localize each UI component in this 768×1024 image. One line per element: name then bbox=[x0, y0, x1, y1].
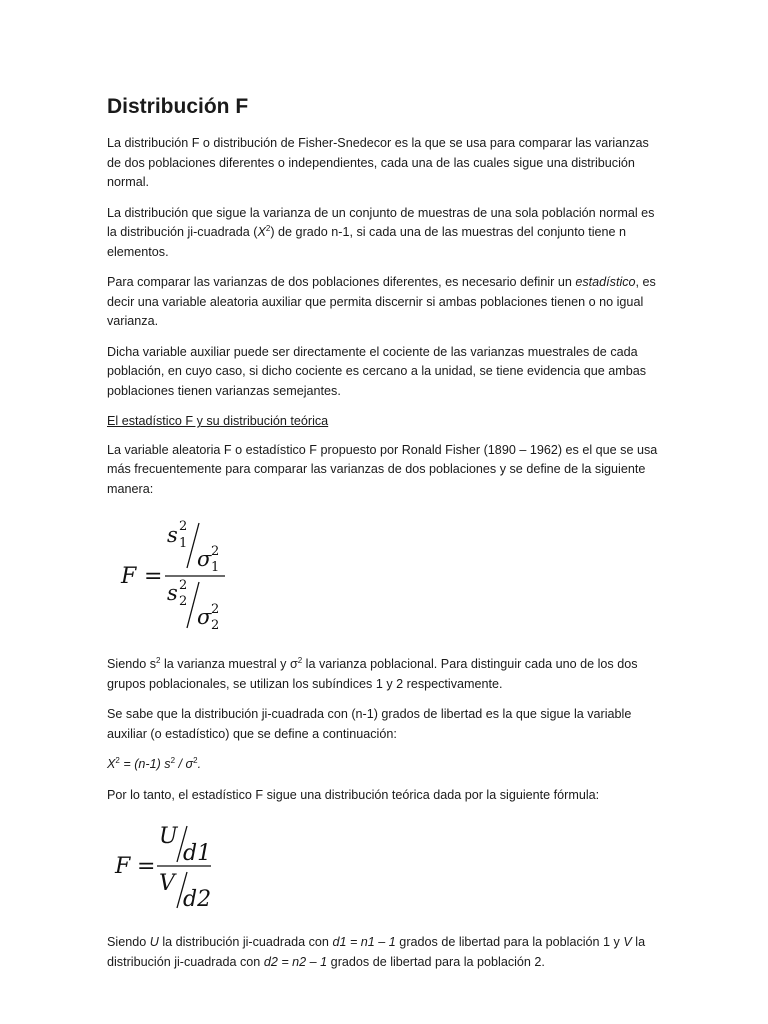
formula2-equals: = bbox=[137, 854, 156, 880]
chi-symbol: X bbox=[257, 225, 266, 240]
num-sup: 2 bbox=[179, 519, 188, 535]
formula2-lhs: F bbox=[115, 854, 131, 880]
num-den-sup: 2 bbox=[211, 544, 220, 560]
text: grados de libertad para la población 1 y bbox=[395, 935, 624, 950]
den-den-sub: 2 bbox=[211, 618, 220, 634]
chi-eq-b: = (n-1) s bbox=[119, 757, 171, 772]
chi-eq-a: X bbox=[107, 757, 116, 772]
paragraph-siendo-u bbox=[107, 933, 659, 972]
paragraph-por-lo-tanto: Por lo tanto, el estadístico F sigue una distribución teórica dada por la siguiente fórmula: bbox=[107, 787, 600, 802]
chi-eq-c: / σ bbox=[175, 757, 194, 772]
paragraph-fisher: La variable aleatoria F o estadístico F propuesto por Ronald Fisher (1890 – 1962) es el que se usa más frecuentemente para comparar las varianzas de dos poblaciones y se define de la siguiente manera: bbox=[107, 442, 658, 496]
formula-lhs: F bbox=[121, 564, 137, 590]
paragraph-siendo-s bbox=[107, 655, 659, 694]
chi-equation bbox=[107, 755, 659, 775]
paragraph-chi-square bbox=[107, 204, 659, 263]
text: , es decir una variable aleatoria auxiliar que permita discernir si ambas poblaciones tienen o no igual varianza. bbox=[107, 275, 656, 329]
superscript: 2 bbox=[297, 656, 303, 666]
num-sub: 1 bbox=[179, 536, 188, 552]
superscript: 2 bbox=[265, 224, 271, 234]
num-den-sub: 1 bbox=[211, 560, 220, 576]
text: ) de grado n-1, si cada una de las muestras del conjunto tiene n elementos. bbox=[107, 225, 627, 259]
den-sub: 2 bbox=[179, 594, 188, 610]
den-var: s bbox=[167, 581, 178, 606]
var-d2: d2 = n2 – 1 bbox=[263, 954, 328, 969]
formula2-num: U bbox=[159, 824, 178, 850]
den-den-sup: 2 bbox=[211, 602, 220, 618]
den-den-var: σ bbox=[197, 605, 212, 630]
formula-f-ratio bbox=[107, 516, 307, 634]
text: Siendo s bbox=[107, 657, 157, 672]
page-title: Distribución F bbox=[107, 95, 249, 118]
formula2-den: V bbox=[159, 871, 175, 897]
var-d1: d1 = n1 – 1 bbox=[332, 935, 396, 950]
text: la distribución ji-cuadrada con bbox=[158, 935, 333, 950]
den-sup: 2 bbox=[179, 578, 188, 594]
num-var: s bbox=[167, 523, 178, 548]
text: la varianza poblacional. Para distinguir cada uno de los dos grupos poblacionales, se utilizan los subíndices 1 y 2 respectivamente. bbox=[107, 657, 638, 691]
document-page bbox=[107, 93, 659, 983]
formula2-den-den: d2 bbox=[183, 887, 212, 911]
var-v: V bbox=[623, 935, 632, 950]
paragraph-auxiliary: Dicha variable auxiliar puede ser directamente el cociente de las varianzas muestrales de cada población, en cuyo caso, si dicho cociente es cercano a la unidad, se tiene evidencia que ambas poblaciones tienen varianzas semejantes. bbox=[107, 344, 647, 398]
paragraph-statistic bbox=[107, 273, 659, 332]
text: La distribución que sigue la varianza de un conjunto de muestras de una sola población normal es la distribución ji-cuadrada ( bbox=[107, 205, 655, 240]
text: la distribución ji-cuadrada con bbox=[107, 935, 646, 969]
paragraph-intro: La distribución F o distribución de Fisher-Snedecor es la que se usa para comparar las varianzas de dos poblaciones diferentes o independientes, cada una de las cuales sigue una distribución normal. bbox=[107, 136, 649, 190]
superscript: 2 bbox=[170, 756, 176, 766]
paragraph-chi-definition: Se sabe que la distribución ji-cuadrada con (n-1) grados de libertad es la que sigue la variable auxiliar (o estadístico) que se define a continuación: bbox=[107, 707, 632, 741]
superscript: 2 bbox=[115, 756, 120, 766]
text: Siendo bbox=[107, 935, 150, 950]
chi-eq-d: . bbox=[197, 757, 202, 772]
text: grados de libertad para la población 2. bbox=[327, 954, 545, 969]
formula-equals: = bbox=[144, 564, 163, 590]
superscript: 2 bbox=[156, 656, 161, 666]
formula-f-distribution bbox=[107, 820, 307, 910]
superscript: 2 bbox=[193, 756, 198, 766]
text: la varianza muestral y σ bbox=[160, 657, 298, 672]
emphasis: estadístico bbox=[575, 275, 636, 290]
num-den-var: σ bbox=[197, 547, 212, 572]
formula2-num-den: d1 bbox=[183, 841, 212, 867]
var-u: U bbox=[149, 935, 159, 950]
text: Para comparar las varianzas de dos poblaciones diferentes, es necesario definir un bbox=[107, 275, 576, 290]
section-heading: El estadístico F y su distribución teórica bbox=[107, 414, 329, 429]
